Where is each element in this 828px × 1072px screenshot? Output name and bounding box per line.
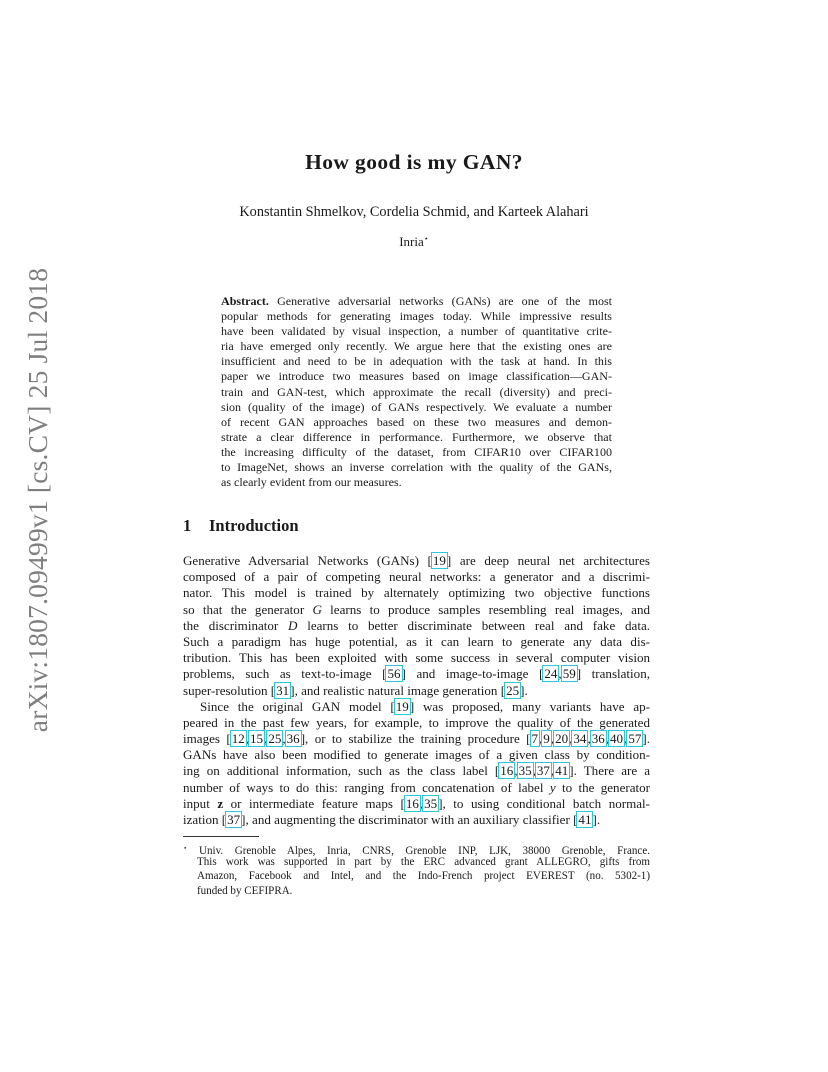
citation-link[interactable]: 36 [591, 731, 605, 747]
section-number: 1 [183, 516, 192, 535]
footnote-line-text: This work was supported in part by the ERC advanced grant ALLEGRO, gifts from [197, 856, 650, 869]
abstract-line-text: ria have emerged only recently. We argue here that the existing ones are [221, 339, 612, 354]
math-symbol: G [312, 601, 322, 617]
body-line: composed of a pair of competing neural networks: a generator and a discrimi- [183, 569, 650, 585]
citation-link[interactable]: 34 [573, 731, 587, 747]
footnote [183, 841, 650, 898]
footnote-line-text: Univ. Grenoble Alpes, Inria, CNRS, Grenoble INP, LJK, 38000 Grenoble, France. [199, 845, 650, 857]
citation-link[interactable]: 35 [518, 763, 532, 779]
body-line: problems, such as text-to-image [56] and image-to-image [24,59] translation, [183, 666, 650, 682]
abstract-line-text: Generative adversarial networks (GANs) are one of the most [277, 294, 612, 308]
affiliation-marker: ⋆ [423, 234, 429, 243]
citation-link[interactable]: 41 [578, 812, 592, 827]
citation-link[interactable]: 25 [268, 731, 282, 747]
citation-link[interactable]: 24 [544, 666, 558, 682]
body-line: images [12,15,25,36], or to stabilize the training procedure [7,9,20,34,36,40,57]. [183, 731, 651, 747]
body-line: super-resolution [31], and realistic natural image generation [25]. [183, 682, 528, 698]
body-line: peared in the past few years, for example, to improve the quality of the generated [183, 714, 650, 730]
citation-link[interactable]: 7 [531, 731, 539, 747]
citation-link[interactable]: 59 [562, 666, 576, 682]
body-line: so that the generator G learns to produce samples resembling real images, and [183, 601, 650, 617]
citation-link[interactable]: 57 [628, 731, 642, 747]
footnote-rule [183, 836, 259, 837]
body-line: Such a paradigm has huge potential, as it can learn to generate any data dis- [183, 633, 650, 649]
body-line: GANs have also been modified to generate images of a given class by condition- [183, 747, 650, 763]
citation-link[interactable]: 37 [227, 812, 241, 827]
citation-link[interactable]: 19 [395, 698, 409, 714]
body-line: number of ways to do this: ranging from concatenation of label y to the generator [183, 779, 650, 795]
citation-link[interactable]: 19 [432, 553, 446, 568]
citation-link[interactable]: 20 [555, 731, 569, 747]
body-line: ing on additional information, such as the class label [16,35,37,41]. There are a [183, 763, 651, 779]
citation-link[interactable]: 25 [506, 682, 520, 698]
footnote-line [183, 841, 650, 855]
author-list: Konstantin Shmelkov, Cordelia Schmid, and Karteek Alahari [239, 204, 589, 220]
citation-link[interactable]: 41 [555, 763, 569, 779]
citation-link[interactable]: 16 [405, 795, 419, 811]
abstract-line-text: of recent GAN approaches based on these two measures and demon- [221, 414, 612, 429]
abstract-line-text: train and GAN-test, which approximate the recall (diversity) and preci- [221, 384, 612, 399]
abstract-label: Abstract. [221, 294, 269, 308]
abstract-line [221, 339, 612, 354]
abstract-line-text: sion (quality of the image) of GANs respectively. We evaluate a number [221, 399, 612, 414]
abstract-line [221, 385, 612, 400]
affiliation-name: Inria [399, 234, 424, 249]
citation-link[interactable]: 15 [250, 731, 264, 747]
abstract-line-text: to ImageNet, shows an inverse correlation with the quality of the GANs, [221, 460, 612, 475]
section-title: Introduction [209, 516, 299, 535]
abstract-line [221, 400, 612, 415]
footnote-line-text: funded by CEFIPRA. [197, 884, 293, 897]
abstract-line [221, 309, 612, 324]
affiliation [0, 234, 828, 250]
section-heading [183, 516, 299, 536]
footnote-line [183, 884, 650, 898]
footnote-line [183, 855, 650, 869]
body-line: Generative Adversarial Networks (GANs) [19] are deep neural net architectures [183, 553, 650, 568]
body-line: the discriminator D learns to better discriminate between real and fake data. [183, 617, 650, 633]
abstract-line [221, 354, 612, 369]
citation-link[interactable]: 36 [286, 731, 300, 747]
citation-link[interactable]: 16 [500, 763, 514, 779]
abstract-line [221, 430, 612, 445]
footnote-line [183, 869, 650, 883]
citation-link[interactable]: 12 [231, 731, 245, 747]
body-line: nator. This model is trained by alternately optimizing two objective functions [183, 585, 650, 601]
math-vector: z [217, 795, 224, 811]
abstract-line [221, 445, 612, 460]
body-line: ization [37], and augmenting the discriminator with an auxiliary classifier [41]. [183, 812, 601, 827]
abstract-line-text: insufficient and need to be in adequation with the task at hand. In this [221, 354, 612, 369]
abstract-line-text: strate a clear difference in performance. Furthermore, we observe that [221, 429, 612, 444]
abstract-line [221, 475, 612, 490]
footnote-marker: ⋆ [183, 844, 188, 852]
math-symbol: D [288, 617, 298, 633]
abstract-line-text: have been validated by visual inspection, a number of quantitative crite- [221, 324, 612, 339]
abstract [221, 294, 612, 490]
abstract-line [221, 324, 612, 339]
arxiv-stamp-text: arXiv:1807.09499v1 [cs.CV] 25 Jul 2018 [22, 267, 53, 733]
abstract-line [221, 369, 612, 384]
footnote-line-text: Amazon, Facebook and Intel, and the Indo-French project EVEREST (no. 5302-1) [197, 870, 650, 883]
abstract-line-text: paper we introduce two measures based on image classification—GAN- [221, 369, 612, 384]
abstract-line-text: as clearly evident from our measures. [221, 475, 402, 490]
citation-link[interactable]: 35 [424, 795, 438, 811]
math-symbol: y [549, 779, 556, 795]
abstract-line-text: the increasing difficulty of the dataset, from CIFAR10 over CIFAR100 [221, 444, 612, 459]
paper-title: How good is my GAN? [305, 150, 523, 174]
citation-link[interactable]: 9 [543, 731, 550, 747]
citation-link[interactable]: 56 [387, 666, 401, 682]
body-text [183, 553, 650, 828]
body-line: tribution. This has been exploited with some success in several computer vision [183, 650, 650, 666]
abstract-line [221, 460, 612, 475]
body-line: input z or intermediate feature maps [16,35], to using conditional batch normal- [183, 795, 650, 811]
body-line: Since the original GAN model [19] was proposed, many variants have ap- [200, 698, 650, 714]
abstract-line [221, 415, 612, 430]
abstract-line [221, 294, 612, 309]
citation-link[interactable]: 31 [276, 682, 290, 698]
citation-link[interactable]: 37 [536, 763, 550, 779]
abstract-line-text: popular methods for generating images today. While impressive results [221, 309, 612, 324]
citation-link[interactable]: 40 [610, 731, 624, 747]
